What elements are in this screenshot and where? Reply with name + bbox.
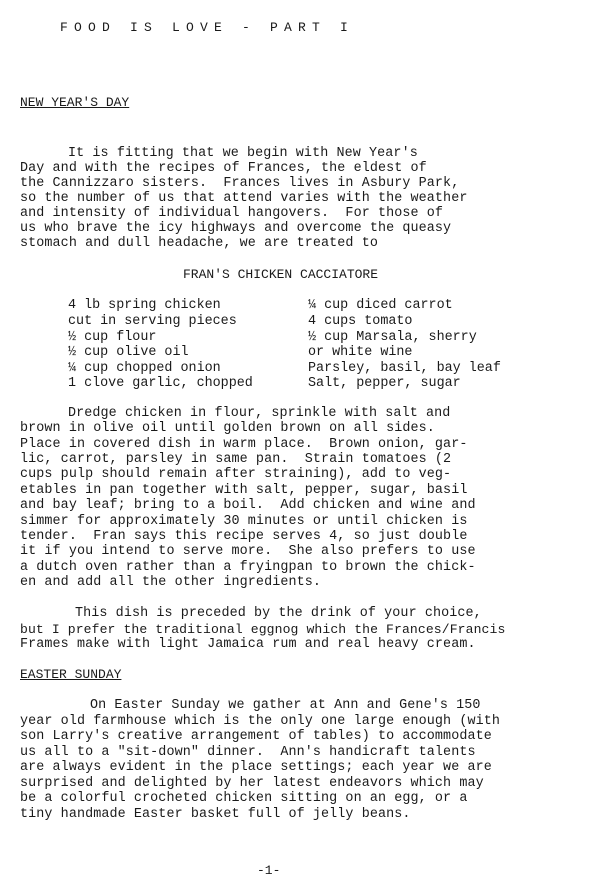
document-title: FOOD IS LOVE - PART I xyxy=(60,20,355,35)
ingredient-item: ½ cup flour xyxy=(68,330,157,345)
paragraph-line: Frames make with light Jamaica rum and real heavy cream. xyxy=(20,637,476,652)
paragraph-line: This dish is preceded by the drink of your choice, xyxy=(75,606,482,621)
paragraph-line: the Cannizzaro sisters. Frances lives in Asbury Park, xyxy=(20,176,460,191)
directions-line: it if you intend to serve more. She also prefers to use xyxy=(20,544,476,559)
ingredient-item: Salt, pepper, sugar xyxy=(308,376,461,391)
directions-line: and bay leaf; bring to a boil. Add chicken and wine and xyxy=(20,498,476,513)
section-heading-new-years: NEW YEAR'S DAY xyxy=(20,95,130,110)
paragraph-line: surprised and delighted by her latest endeavors which may xyxy=(20,776,484,791)
paragraph-line: tiny handmade Easter basket full of jelly beans. xyxy=(20,807,411,822)
directions-line: simmer for approximately 30 minutes or until chicken is xyxy=(20,514,468,529)
ingredient-item: 4 lb spring chicken xyxy=(68,298,221,313)
directions-line: brown in olive oil until golden brown on all sides. xyxy=(20,421,435,436)
paragraph-line: us all to a "sit-down" dinner. Ann's handicraft talents xyxy=(20,745,476,760)
recipe-title: FRAN'S CHICKEN CACCIATORE xyxy=(183,267,379,282)
paragraph-line: On Easter Sunday we gather at Ann and Gene's 150 xyxy=(90,698,481,713)
ingredient-item: ½ cup olive oil xyxy=(68,345,189,360)
directions-line: en and add all the other ingredients. xyxy=(20,575,322,590)
paragraph-line: year old farmhouse which is the only one large enough (with xyxy=(20,714,501,729)
paragraph-line: Day and with the recipes of Frances, the eldest of xyxy=(20,161,427,176)
ingredient-item: 4 cups tomato xyxy=(308,314,413,329)
directions-line: cups pulp should remain after straining), add to veg- xyxy=(20,467,452,482)
paragraph-line: but I prefer the traditional eggnog which the Frances/Francis xyxy=(20,622,506,637)
paragraph-line: stomach and dull headache, we are treated to xyxy=(20,236,378,251)
paragraph-line: us who brave the icy highways and overcome the queasy xyxy=(20,221,452,236)
directions-line: tender. Fran says this recipe serves 4, so just double xyxy=(20,529,468,544)
ingredient-item: cut in serving pieces xyxy=(68,314,237,329)
section-heading-easter: EASTER SUNDAY xyxy=(20,667,122,682)
paragraph-line: be a colorful crocheted chicken sitting on an egg, or a xyxy=(20,791,468,806)
ingredient-item: ½ cup Marsala, sherry xyxy=(308,330,477,345)
paragraph-line: It is fitting that we begin with New Year's xyxy=(68,146,418,161)
ingredient-item: ¼ cup diced carrot xyxy=(308,298,453,313)
directions-line: lic, carrot, parsley in same pan. Strain tomatoes (2 xyxy=(20,452,452,467)
paragraph-line: and intensity of individual hangovers. For those of xyxy=(20,206,444,221)
directions-line: a dutch oven rather than a fryingpan to brown the chick- xyxy=(20,560,476,575)
directions-line: Dredge chicken in flour, sprinkle with salt and xyxy=(68,406,451,421)
ingredient-item: or white wine xyxy=(308,345,413,360)
directions-line: etables in pan together with salt, pepper, sugar, basil xyxy=(20,483,468,498)
ingredient-item: ¼ cup chopped onion xyxy=(68,361,221,376)
ingredient-item: 1 clove garlic, chopped xyxy=(68,376,253,391)
paragraph-line: so the number of us that attend varies with the weather xyxy=(20,191,468,206)
paragraph-line: are always evident in the place settings; each year we are xyxy=(20,760,492,775)
ingredient-item: Parsley, basil, bay leaf xyxy=(308,361,501,376)
page-number: -1- xyxy=(257,863,281,878)
paragraph-line: son Larry's creative arrangement of tables) to accommodate xyxy=(20,729,492,744)
directions-line: Place in covered dish in warm place. Brown onion, gar- xyxy=(20,437,468,452)
